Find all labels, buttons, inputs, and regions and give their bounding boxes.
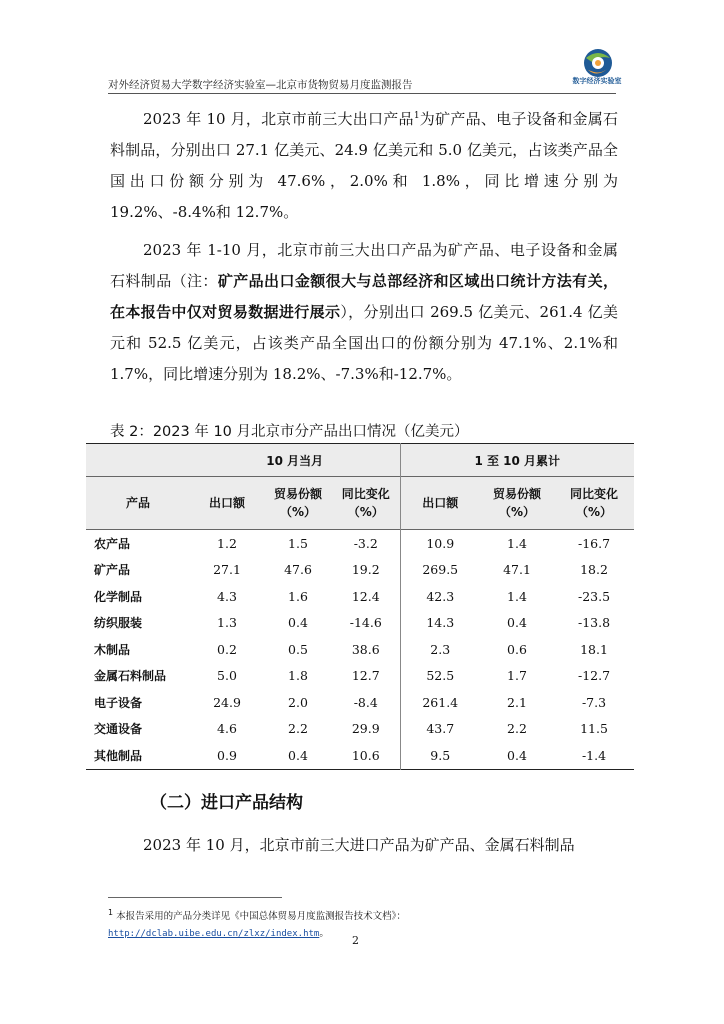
paragraph-oct-exports: 2023 年 10 月，北京市前三大出口产品$^1$为矿产品、电子设备和金属石料制品，分别出口 27.1 亿美元、24.9 亿美元和 5.0 亿美元，占该类产品全国出口份额分别为 47.6%，2.0%和 1.8%，同比增速分别为 19.2%、-8.4%和 12.7%。	[110, 110, 618, 221]
cell-m-yoy: 19.2	[351, 562, 380, 578]
row-product-name: 金属石料制品	[94, 669, 167, 684]
cell-c-share: 1.4	[507, 588, 527, 604]
cell-c-exp: 2.3	[400, 636, 480, 663]
cell-c-exp: 14.3	[400, 610, 480, 637]
cell-m-exp: 4.3	[217, 588, 237, 604]
paragraph-imports: 2023 年 10 月，北京市前三大进口产品为矿产品、金属石料制品	[143, 836, 575, 854]
col-yoy-month: 同比变化 （%）	[341, 487, 390, 519]
cell-m-yoy: 29.9	[351, 721, 380, 737]
cell-c-yoy: -12.7	[577, 668, 611, 684]
cell-m-yoy: -3.2	[353, 535, 378, 551]
footnote: $^1$ 本报告采用的产品分类详见《中国总体贸易月度监测报告技术文档》： http://dclab.uibe.edu.cn/zlxz/index.htm。	[108, 908, 406, 940]
cell-c-yoy: -16.7	[577, 535, 611, 551]
cell-c-yoy: -1.4	[581, 747, 607, 763]
footnote-text: 本报告采用的产品分类详见《中国总体贸易月度监测报告技术文档》：	[116, 911, 406, 923]
row-product-name: 矿产品	[94, 563, 131, 578]
cell-c-share: 1.7	[507, 668, 527, 684]
cell-m-exp: 1.3	[217, 615, 237, 631]
cell-m-share: 0.5	[288, 641, 308, 657]
table-row	[86, 742, 634, 769]
cell-c-yoy: -23.5	[577, 588, 611, 604]
table-row	[86, 663, 634, 690]
logo-caption: 数字经济实验室	[572, 77, 622, 85]
col-share-cumulative: 贸易份额 （%）	[492, 487, 541, 519]
cell-c-yoy: 11.5	[580, 721, 608, 737]
table-row	[86, 716, 634, 743]
page-header-text: 对外经济贸易大学数字经济实验室—北京市货物贸易月度监测报告	[108, 79, 413, 91]
cell-m-yoy: 12.4	[351, 588, 380, 604]
page-number: 2	[352, 934, 359, 947]
table-row	[86, 530, 634, 557]
cell-c-share: 0.6	[507, 641, 527, 657]
footnote-rule	[108, 897, 282, 898]
cell-m-share: 1.6	[288, 588, 308, 604]
cell-c-yoy: -7.3	[581, 694, 607, 710]
footnote-link[interactable]: http://dclab.uibe.edu.cn/zlxz/index.htm	[108, 929, 320, 940]
cell-m-yoy: 10.6	[351, 747, 380, 763]
table-caption: 表 2：2023 年 10 月北京市分产品出口情况（亿美元）	[110, 424, 469, 440]
cell-m-exp: 27.1	[213, 562, 241, 578]
cell-c-yoy: 18.2	[580, 562, 608, 578]
table-row	[86, 689, 634, 716]
table-row	[86, 583, 634, 610]
cell-c-exp: 10.9	[400, 530, 480, 557]
col-product: 产品	[125, 496, 150, 510]
cell-c-share: 2.1	[507, 694, 527, 710]
note-bold: 矿产品出口金额很大与总部经济和区域出口统计方法有关，在本报告中仅对贸易数据进行展示	[110, 272, 618, 321]
row-product-name: 农产品	[94, 536, 131, 551]
cell-m-share: 1.5	[288, 535, 308, 551]
header-rule	[108, 93, 616, 94]
row-product-name: 电子设备	[94, 695, 143, 710]
table-row	[86, 610, 634, 637]
cell-c-exp: 269.5	[400, 557, 480, 584]
row-product-name: 交通设备	[94, 722, 143, 737]
row-product-name: 木制品	[94, 642, 131, 657]
group-current-month: 10 月当月	[266, 453, 324, 468]
row-product-name: 纺织服装	[94, 616, 143, 631]
cell-c-share: 1.4	[507, 535, 527, 551]
paragraph-ytd-exports: 2023 年 1-10 月，北京市前三大出口产品为矿产品、电子设备和金属石料制品（注：矿产品出口金额很大与总部经济和区域出口统计方法有关，在本报告中仅对贸易数据进行展示），分别出口 269.5 亿美元、261.4 亿美元和 52.5 亿美元，占该类产品全国出口的份额分别为 47.1%、2.1%和 1.7%，同比增速分别为 18.2%、-7.3%和-12.7%。	[110, 241, 618, 383]
col-yoy-cumulative: 同比变化 （%）	[569, 487, 618, 519]
cell-c-share: 2.2	[507, 721, 527, 737]
cell-m-exp: 4.6	[217, 721, 237, 737]
cell-c-yoy: -13.8	[577, 615, 611, 631]
cell-c-exp: 52.5	[400, 663, 480, 690]
cell-m-exp: 0.9	[217, 747, 237, 763]
row-product-name: 其他制品	[94, 748, 143, 763]
table-row	[86, 557, 634, 584]
cell-m-yoy: -14.6	[349, 615, 382, 631]
cell-m-share: 2.0	[288, 694, 308, 710]
col-share-month: 贸易份额 （%）	[273, 487, 322, 519]
footnote-ref: 1	[413, 111, 420, 121]
cell-m-share: 2.2	[288, 721, 308, 737]
group-cumulative: 1 至 10 月累计	[400, 444, 634, 477]
cell-c-exp: 42.3	[400, 583, 480, 610]
cell-m-exp: 5.0	[217, 668, 237, 684]
table-body	[86, 530, 634, 770]
col-export-month: 出口额	[208, 496, 245, 510]
cell-m-yoy: -8.4	[353, 694, 378, 710]
cell-c-exp: 261.4	[400, 689, 480, 716]
col-export-cumulative: 出口额	[400, 477, 480, 530]
table-group-header	[86, 444, 634, 477]
cell-m-exp: 24.9	[213, 694, 241, 710]
cell-c-share: 47.1	[503, 562, 531, 578]
footnote-mark: 1	[108, 908, 114, 917]
table-row	[86, 636, 634, 663]
table-column-header	[86, 477, 634, 530]
cell-c-exp: 9.5	[400, 742, 480, 769]
cell-m-yoy: 38.6	[351, 641, 380, 657]
cell-m-share: 1.8	[288, 668, 308, 684]
cell-m-share: 0.4	[288, 615, 308, 631]
section-heading: （二）进口产品结构	[150, 793, 303, 813]
cell-c-share: 0.4	[507, 615, 527, 631]
cell-m-exp: 0.2	[217, 641, 237, 657]
export-table	[86, 443, 634, 770]
cell-m-exp: 1.2	[217, 535, 237, 551]
row-product-name: 化学制品	[94, 589, 143, 604]
cell-c-share: 0.4	[507, 747, 527, 763]
cell-c-yoy: 18.1	[580, 641, 608, 657]
cell-c-exp: 43.7	[400, 716, 480, 743]
cell-m-share: 47.6	[284, 562, 312, 578]
cell-m-yoy: 12.7	[351, 668, 380, 684]
cell-m-share: 0.4	[288, 747, 308, 763]
